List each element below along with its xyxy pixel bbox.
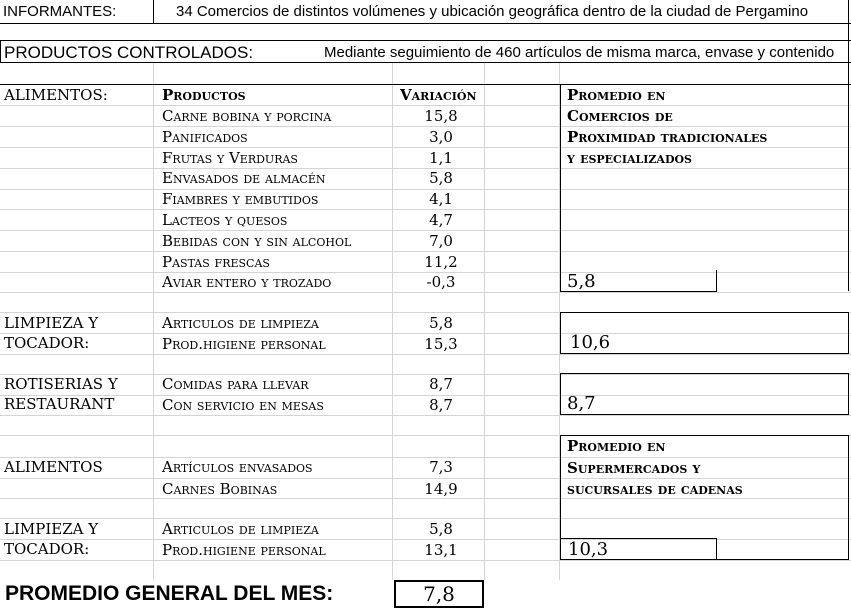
variation-value: 13,1 [424,540,458,559]
variation-value: 8,7 [429,375,453,393]
product-name: Carnes Bobinas [162,479,278,498]
product-name: Fiambres y embutidos [162,190,319,209]
rotiserias-category-line2: RESTAURANT [4,395,115,413]
promedio-title-line: Supermercados y [567,458,701,477]
column-header-productos: Productos [162,86,246,104]
limpieza2-category-line1: LIMPIEZA Y [4,520,99,538]
productos-controlados-text: Mediante seguimiento de 460 artículos de misma marca, envase y contenido [324,44,835,61]
product-name: Prod.higiene personal [162,334,326,353]
product-name: Lacteos y quesos [162,211,288,229]
promedio-title-line: Comercios de [567,107,673,125]
variation-value: 8,7 [429,395,453,414]
rotiserias-category-line1: ROTISERIAS Y [4,375,118,393]
product-name: Aviar entero y trozado [162,273,332,292]
product-name: Bebidas con y sin alcohol [162,231,352,250]
variation-value: 5,8 [429,314,453,332]
promedio-title-line: sucursales de cadenas [567,480,743,498]
variation-value: 14,9 [424,479,458,498]
productos-controlados-label: PRODUCTOS CONTROLADOS: [4,43,254,62]
promedio-limpieza-value: 10,6 [570,332,611,353]
promedio-supermercados-value: 10,3 [568,539,609,560]
column-header-variacion: Variación [400,86,477,104]
variation-value: 5,8 [429,169,453,188]
variation-value: 1,1 [429,148,453,167]
promedio-general-label: PROMEDIO GENERAL DEL MES: [5,582,334,605]
promedio-alimentos-value: 5,8 [567,271,596,292]
alimentos-category: ALIMENTOS: [4,86,108,104]
product-name: Carne bobina y porcina [162,107,332,125]
product-name: Comidas para llevar [162,375,309,393]
product-name: Articulos de limpieza [162,314,319,332]
product-name: Artículos envasados [162,458,313,476]
informantes-text: 34 Comercios de distintos volúmenes y ubicación geográfica dentro de la ciudad de Pergamino [176,3,809,20]
product-name: Prod.higiene personal [162,540,326,559]
promedio-title-line: y especializados [567,149,693,167]
promedio-title-line: Promedio en [567,86,666,104]
variation-value: 7,0 [429,231,453,250]
alimentos2-category: ALIMENTOS [4,458,103,476]
variation-value: -0,3 [426,273,456,292]
variation-value: 4,7 [429,211,453,229]
variation-value: 15,8 [424,107,458,125]
variation-value: 15,3 [424,334,458,353]
promedio-title-line: Promedio en [567,437,666,455]
limpieza-category-line2: TOCADOR: [4,334,90,352]
promedio-box-rotiserias [560,373,849,415]
variation-value: 3,0 [429,127,453,146]
variation-value: 4,1 [429,190,453,209]
product-name: Con servicio en mesas [162,395,324,414]
limpieza-category-line1: LIMPIEZA Y [4,314,99,332]
product-name: Envasados de almacén [162,169,326,188]
limpieza2-category-line2: TOCADOR: [4,540,90,558]
variation-value: 5,8 [429,520,453,538]
informantes-label: INFORMANTES: [3,3,117,20]
promedio-title-line: Proximidad tradicionales [567,128,768,146]
product-name: Pastas frescas [162,252,270,271]
product-name: Articulos de limpieza [162,520,319,538]
variation-value: 11,2 [424,252,458,271]
promedio-rotiserias-value: 8,7 [567,393,596,414]
promedio-general-value: 7,8 [423,582,455,606]
variation-value: 7,3 [429,458,453,476]
product-name: Panificados [162,127,248,146]
product-name: Frutas y Verduras [162,148,298,167]
